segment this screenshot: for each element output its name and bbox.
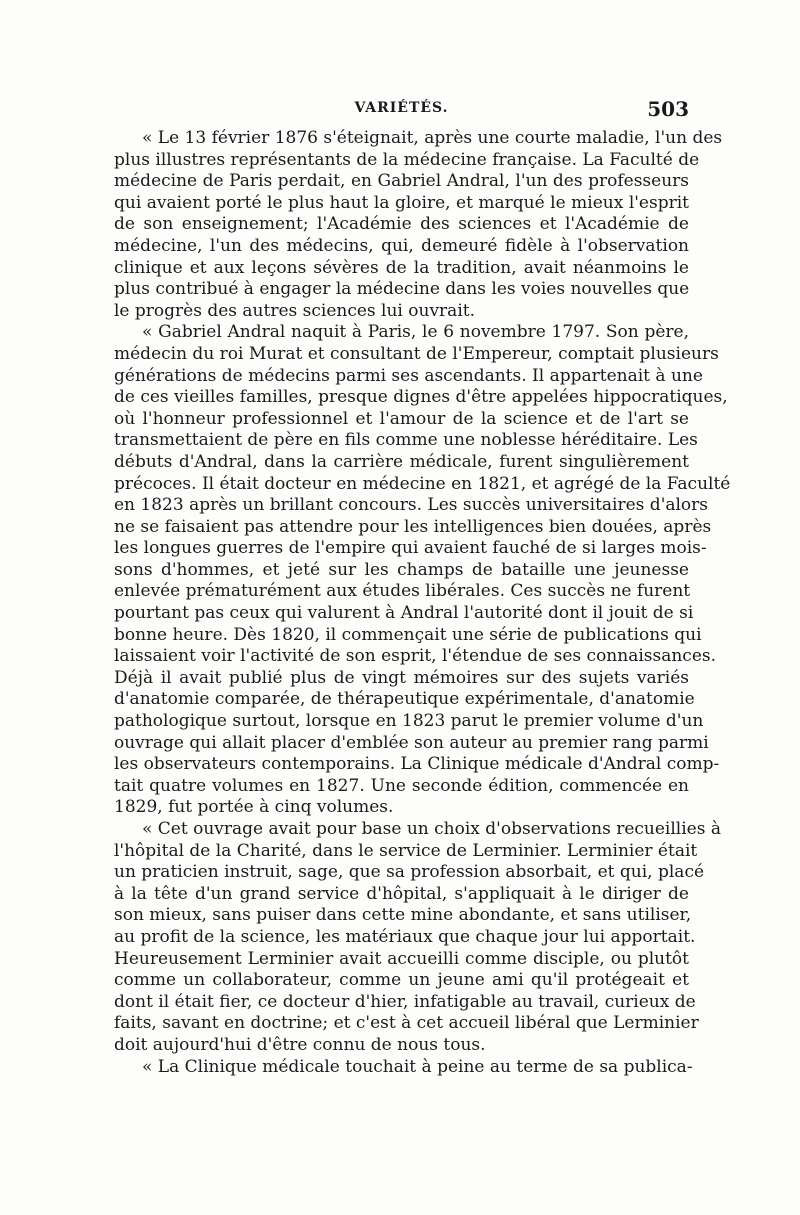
text-line: faits, savant en doctrine; et c'est à cet accueil libéral que Lerminier xyxy=(114,1013,699,1034)
text-line: « La Clinique médicale touchait à peine au terme de sa publica- xyxy=(142,1056,693,1077)
text-line: où l'honneur professionnel et l'amour de la science et de l'art se xyxy=(114,408,689,429)
text-line: enlevée prématurément aux études libérales. Ces succès ne furent xyxy=(114,581,691,602)
text-line: dont il était fier, ce docteur d'hier, infatigable au travail, curieux de xyxy=(114,991,696,1012)
text-line: l'hôpital de la Charité, dans le service de Lerminier. Lerminier était xyxy=(114,840,698,861)
text-line: Déjà il avait publié plus de vingt mémoires sur des sujets variés xyxy=(114,667,689,688)
text-line: débuts d'Andral, dans la carrière médicale, furent singulièrement xyxy=(114,451,689,472)
text-line: plus illustres représentants de la médecine française. La Faculté de xyxy=(114,149,700,170)
text-line: d'anatomie comparée, de thérapeutique expérimentale, d'anatomie xyxy=(114,689,695,710)
text-line: son mieux, sans puiser dans cette mine abondante, et sans utiliser, xyxy=(114,905,692,926)
text-line: un praticien instruit, sage, que sa profession absorbait, et qui, placé xyxy=(114,862,705,883)
text-line: transmettaient de père en fils comme une noblesse héréditaire. Les xyxy=(114,430,698,451)
text-line: laissaient voir l'activité de son esprit, l'étendue de ses connaissances. xyxy=(114,646,717,667)
text-line: générations de médecins parmi ses ascendants. Il appartenait à une xyxy=(114,365,703,386)
text-line: plus contribué à engager la médecine dans les voies nouvelles que xyxy=(114,279,690,300)
text-line: sons d'hommes, et jeté sur les champs de bataille une jeunesse xyxy=(114,559,689,580)
page-number: 503 xyxy=(647,97,689,121)
text-line: clinique et aux leçons sévères de la tradition, avait néanmoins le xyxy=(114,257,689,278)
text-line: médecine, l'un des médecins, qui, demeuré fidèle à l'observation xyxy=(114,235,689,256)
running-head: VARIÉTÉS. xyxy=(354,100,449,116)
text-line: de son enseignement; l'Académie des sciences et l'Académie de xyxy=(114,214,689,235)
page-header xyxy=(114,97,689,124)
text-line: le progrès des autres sciences lui ouvrait. xyxy=(114,300,475,321)
text-line: Heureusement Lerminier avait accueilli comme disciple, ou plutôt xyxy=(114,948,689,969)
text-line: au profit de la science, les matériaux que chaque jour lui apportait. xyxy=(114,926,696,947)
text-line: médecine de Paris perdait, en Gabriel Andral, l'un des professeurs xyxy=(114,171,689,192)
text-line: pourtant pas ceux qui valurent à Andral l'autorité dont il jouit de si xyxy=(114,603,694,624)
text-line: bonne heure. Dès 1820, il commençait une série de publications qui xyxy=(114,624,702,645)
text-line: à la tête d'un grand service d'hôpital, s'appliquait à le diriger de xyxy=(114,883,689,904)
text-line: en 1823 après un brillant concours. Les succès universitaires d'alors xyxy=(114,495,709,516)
text-line: de ces vieilles familles, presque dignes d'être appelées hippocratiques, xyxy=(114,387,728,408)
text-line: pathologique surtout, lorsque en 1823 parut le premier volume d'un xyxy=(114,711,704,732)
text-line: 1829, fut portée à cinq volumes. xyxy=(114,797,394,818)
text-line: les longues guerres de l'empire qui avaient fauché de si larges mois- xyxy=(114,538,707,559)
body-text xyxy=(114,128,731,1078)
text-line: médecin du roi Murat et consultant de l'Empereur, comptait plusieurs xyxy=(114,343,719,364)
text-line: ouvrage qui allait placer d'emblée son auteur au premier rang parmi xyxy=(114,732,709,753)
text-line: précoces. Il était docteur en médecine en 1821, et agrégé de la Faculté xyxy=(114,473,731,494)
text-line: « Cet ouvrage avait pour base un choix d'observations recueillies à xyxy=(142,819,721,839)
text-line: tait quatre volumes en 1827. Une seconde édition, commencée en xyxy=(114,775,689,796)
text-line: doit aujourd'hui d'être connu de nous tous. xyxy=(114,1034,486,1055)
text-line: ne se faisaient pas attendre pour les intelligences bien douées, après xyxy=(114,516,712,537)
text-line: les observateurs contemporains. La Clinique médicale d'Andral comp- xyxy=(114,754,720,775)
text-line: « Gabriel Andral naquit à Paris, le 6 novembre 1797. Son père, xyxy=(142,322,689,343)
text-line: « Le 13 février 1876 s'éteignait, après une courte maladie, l'un des xyxy=(142,128,723,148)
text-line: qui avaient porté le plus haut la gloire, et marqué le mieux l'esprit xyxy=(114,192,689,213)
text-line: comme un collaborateur, comme un jeune ami qu'il protégeait et xyxy=(114,970,689,991)
